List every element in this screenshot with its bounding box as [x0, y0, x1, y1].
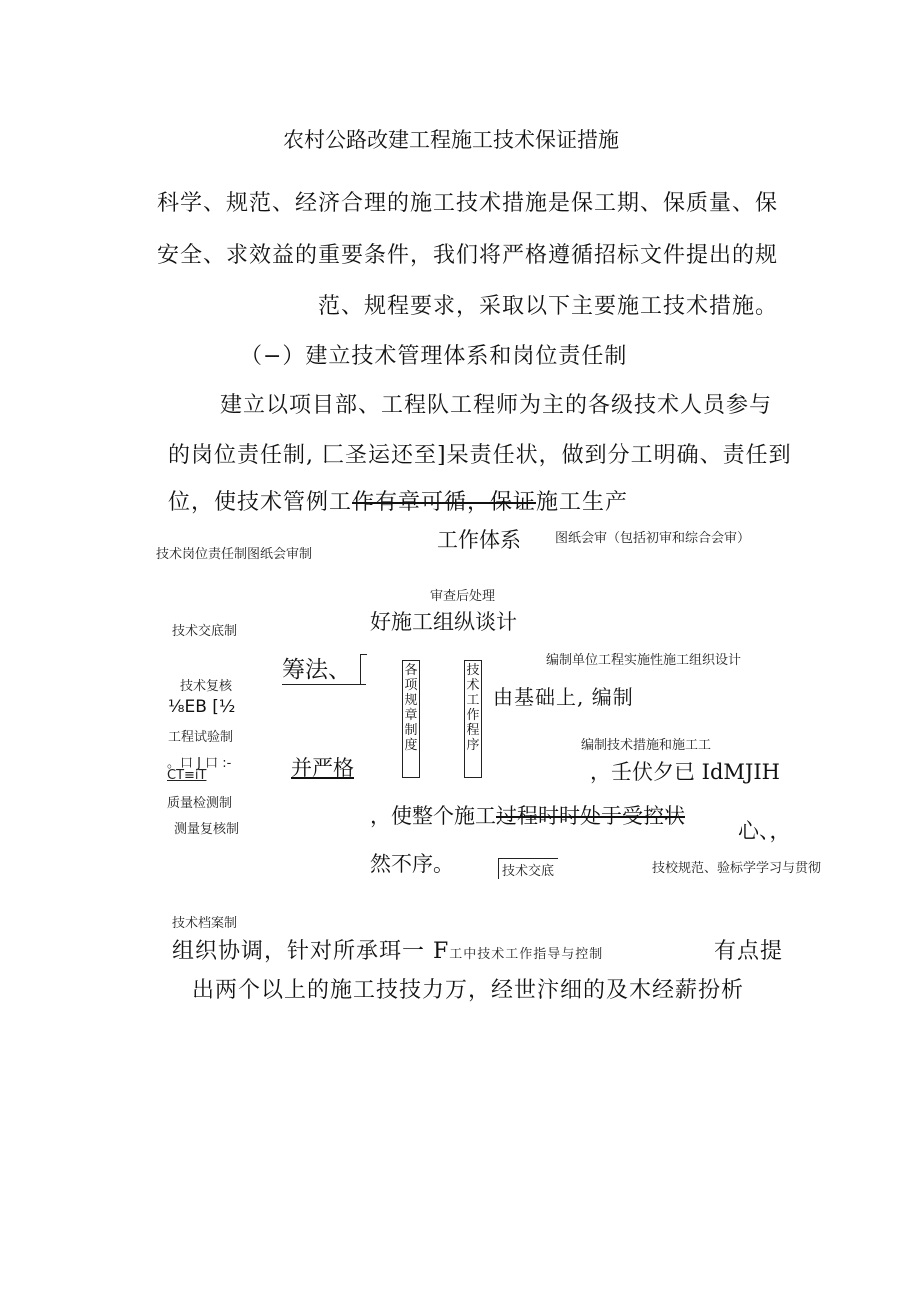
garble-4: ，壬伏夕已 IdMJIH: [590, 760, 780, 784]
vbox-rules: 各项规章制度: [402, 660, 420, 778]
intro-line-3: 范、规程要求，采取以下主要施工技术措施。: [318, 294, 779, 319]
intro-line-1: 科学、规范、经济合理的施工技术措施是保工期、保质量、保: [157, 191, 779, 216]
quality-check: 质量检测制: [167, 796, 233, 811]
section-heading: （−）建立技术管理体系和岗位责任制: [240, 344, 628, 369]
control-line: [370, 800, 685, 830]
vbox-procedure: 技术工作程序: [464, 660, 482, 778]
standards-study: 技校规范、验标学学习与贯彻: [652, 861, 822, 876]
tail-line-1: [172, 934, 603, 965]
left-header: 技术岗位责任制图纸会审制: [156, 547, 313, 562]
garble-2: 。口 J 口 :-: [167, 756, 232, 771]
on-basis: 由基础上, 编制: [493, 685, 634, 709]
tail-line-1-a: 组织协调，针对所承珥一 F: [172, 939, 450, 964]
underline-mark: [282, 684, 366, 685]
survey-check: 测量复核制: [174, 822, 240, 837]
intro-line-2: 安全、求效益的重要条件，我们将严格遵循招标文件提出的规: [157, 243, 779, 268]
work-system: 工作体系: [437, 528, 521, 552]
section-line-1: 建立以项目部、工程队工程师为主的各级技术人员参与: [220, 393, 773, 418]
unit-design: 编制单位工程实施性施工组织设计: [546, 653, 742, 668]
section-line-3: [168, 485, 628, 516]
section-line-2: 的岗位责任制, 匚圣运还至]呆责任状，做到分工明确、责任到: [168, 443, 792, 468]
section-line-3-strike: 作有章可循，保证: [352, 490, 537, 515]
in-order: 然不序。: [370, 852, 454, 876]
control-line-a: ，使整个施工: [370, 804, 496, 828]
tail-line-1-b: 有点提: [714, 939, 784, 964]
garble-1: ⅛EB [½: [168, 697, 236, 717]
section-line-3-b: 施工生产: [536, 490, 629, 515]
strict: 并严格: [291, 756, 354, 780]
tech-measures: 编制技术措施和施工工: [581, 738, 712, 753]
control-line-c: 心、，: [738, 819, 791, 843]
tail-line-1-small: 工中技术工作指导与控制: [449, 947, 604, 962]
tech-disclosure-system: 技术交底制: [172, 624, 238, 639]
plan-methods: 筹法、: [282, 657, 351, 683]
test-system: 工程试验制: [168, 730, 234, 745]
good-design: 好施工组纵谈计: [370, 610, 517, 634]
page-title: 农村公路改建工程施工技术保证措施: [283, 128, 619, 152]
archive-system: 技术档案制: [172, 916, 238, 931]
tail-line-2: 出两个以上的施工技技力万，经世汴细的及木经薪扮析: [192, 978, 745, 1003]
review-handle: 审查后处理: [430, 589, 496, 604]
tech-disclosure-box: 技术交底: [498, 858, 558, 879]
tech-review: 技术复核: [180, 679, 233, 694]
bracket-mark: [360, 654, 367, 685]
drawing-review: 图纸会审（包括初审和综合会审）: [555, 531, 751, 546]
garble-3: CT≡iT: [167, 768, 207, 783]
control-line-strike: 过程时时处于受控状: [496, 804, 685, 828]
section-line-3-a: 位，使技术管例工: [168, 490, 353, 515]
